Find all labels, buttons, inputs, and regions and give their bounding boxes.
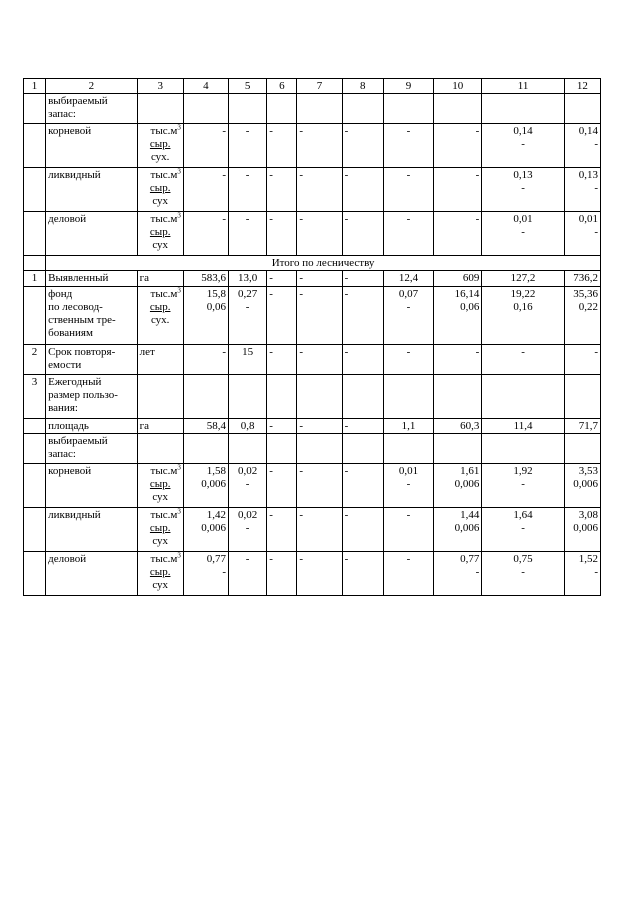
- unit-cell: [137, 552, 183, 596]
- value-cell: 0,77 -: [434, 552, 482, 596]
- unit-volume: [140, 169, 181, 182]
- value-cell: -: [297, 271, 342, 287]
- unit-raw: сыр.: [149, 566, 171, 578]
- value-cell: 35,36 0,22: [564, 287, 600, 345]
- unit-raw: сыр.: [149, 478, 171, 490]
- value-cell: 0,8: [229, 419, 267, 434]
- indicator-cell: выбираемый запас:: [46, 434, 137, 464]
- row-number-cell: [24, 124, 46, 168]
- row-number-cell: [24, 508, 46, 552]
- value-cell: -: [267, 552, 297, 596]
- unit-exponent: 3: [177, 551, 181, 560]
- unit-cell: лет: [137, 345, 183, 375]
- row-number-cell: 2: [24, 345, 46, 375]
- value-cell: [564, 94, 600, 124]
- value-cell: -: [434, 212, 482, 256]
- value-cell: [482, 375, 564, 419]
- value-cell: -: [297, 419, 342, 434]
- header-cell: 2: [46, 79, 137, 94]
- value-cell: 1,52 -: [564, 552, 600, 596]
- unit-raw: сыр.: [149, 226, 171, 238]
- row-number-cell: [24, 212, 46, 256]
- value-cell: [564, 375, 600, 419]
- section-title: Итого по лесничеству: [46, 256, 601, 271]
- value-cell: -: [383, 168, 433, 212]
- unit-raw: сыр.: [149, 301, 171, 313]
- unit-cell: [137, 212, 183, 256]
- header-cell: 1: [24, 79, 46, 94]
- value-cell: -: [383, 508, 433, 552]
- value-cell: [564, 434, 600, 464]
- unit-raw: сыр.: [149, 182, 171, 194]
- unit-cell: [137, 508, 183, 552]
- value-cell: -: [183, 124, 228, 168]
- section-row: [24, 256, 601, 271]
- value-cell: 0,75 -: [482, 552, 564, 596]
- value-cell: 0,02 -: [229, 508, 267, 552]
- value-cell: 583,6: [183, 271, 228, 287]
- value-cell: -: [383, 212, 433, 256]
- value-cell: [434, 94, 482, 124]
- table-row: [24, 508, 601, 552]
- unit-volume-text: тыс.м: [150, 509, 178, 521]
- value-cell: -: [383, 552, 433, 596]
- value-cell: 0,13 -: [564, 168, 600, 212]
- unit-volume: [140, 509, 181, 522]
- unit-volume: [140, 465, 181, 478]
- value-cell: -: [183, 212, 228, 256]
- row-number-cell: [24, 434, 46, 464]
- value-cell: [434, 434, 482, 464]
- value-cell: -: [297, 287, 342, 345]
- value-cell: -: [267, 419, 297, 434]
- value-cell: 19,22 0,16: [482, 287, 564, 345]
- value-cell: [482, 94, 564, 124]
- value-cell: [342, 94, 383, 124]
- value-cell: [383, 375, 433, 419]
- value-cell: 1,42 0,006: [183, 508, 228, 552]
- value-cell: [342, 434, 383, 464]
- value-cell: -: [297, 212, 342, 256]
- table-row: [24, 434, 601, 464]
- value-cell: -: [342, 287, 383, 345]
- table-row: [24, 168, 601, 212]
- table-row: [24, 552, 601, 596]
- value-cell: [267, 375, 297, 419]
- value-cell: 15,8 0,06: [183, 287, 228, 345]
- value-cell: 0,14 -: [482, 124, 564, 168]
- unit-cell: га: [137, 271, 183, 287]
- header-cell: 7: [297, 79, 342, 94]
- value-cell: 1,1: [383, 419, 433, 434]
- indicator-cell: выбираемый запас:: [46, 94, 137, 124]
- value-cell: 0,01 -: [564, 212, 600, 256]
- value-cell: -: [297, 124, 342, 168]
- unit-exponent: 3: [177, 463, 181, 472]
- value-cell: 736,2: [564, 271, 600, 287]
- row-number-cell: [24, 287, 46, 345]
- indicator-cell: деловой: [46, 552, 137, 596]
- value-cell: -: [482, 345, 564, 375]
- unit-dry: сух: [152, 491, 169, 503]
- value-cell: -: [183, 345, 228, 375]
- value-cell: -: [183, 168, 228, 212]
- value-cell: -: [297, 552, 342, 596]
- unit-exponent: 3: [177, 286, 181, 295]
- unit-raw: сыр.: [149, 138, 171, 150]
- header-cell: 3: [137, 79, 183, 94]
- value-cell: -: [229, 212, 267, 256]
- value-cell: [267, 434, 297, 464]
- table-row: [24, 419, 601, 434]
- unit-volume-text: тыс.м: [150, 288, 178, 300]
- unit-cell: [137, 124, 183, 168]
- value-cell: [297, 375, 342, 419]
- unit-cell: [137, 464, 183, 508]
- unit-volume-text: тыс.м: [150, 465, 178, 477]
- unit-exponent: 3: [177, 123, 181, 132]
- value-cell: [434, 375, 482, 419]
- table-row: [24, 94, 601, 124]
- value-cell: 609: [434, 271, 482, 287]
- value-cell: -: [383, 345, 433, 375]
- header-cell: 9: [383, 79, 433, 94]
- unit-cell: [137, 287, 183, 345]
- value-cell: -: [267, 124, 297, 168]
- value-cell: -: [342, 168, 383, 212]
- unit-cell: [137, 168, 183, 212]
- value-cell: -: [267, 464, 297, 508]
- value-cell: -: [342, 212, 383, 256]
- unit-volume-text: тыс.м: [150, 553, 178, 565]
- value-cell: [183, 434, 228, 464]
- value-cell: [183, 94, 228, 124]
- indicator-cell: деловой: [46, 212, 137, 256]
- value-cell: -: [267, 287, 297, 345]
- table-row: [24, 124, 601, 168]
- header-cell: 12: [564, 79, 600, 94]
- value-cell: -: [267, 212, 297, 256]
- header-row: [24, 79, 601, 94]
- row-number-cell: 1: [24, 271, 46, 287]
- unit-volume: [140, 213, 181, 226]
- header-cell: 5: [229, 79, 267, 94]
- header-cell: 11: [482, 79, 564, 94]
- value-cell: [229, 375, 267, 419]
- indicator-cell: Срок повторя- емости: [46, 345, 137, 375]
- value-cell: [267, 94, 297, 124]
- value-cell: 0,07 -: [383, 287, 433, 345]
- value-cell: -: [297, 508, 342, 552]
- unit-dry: сух.: [150, 314, 170, 326]
- unit-cell: [137, 434, 183, 464]
- row-number-cell: [24, 552, 46, 596]
- indicator-cell: фонд по лесовод- ственным тре- бованиям: [46, 287, 137, 345]
- value-cell: 3,08 0,006: [564, 508, 600, 552]
- value-cell: 60,3: [434, 419, 482, 434]
- value-cell: -: [434, 168, 482, 212]
- value-cell: 0,13 -: [482, 168, 564, 212]
- value-cell: 0,77 -: [183, 552, 228, 596]
- header-cell: 8: [342, 79, 383, 94]
- unit-cell: га: [137, 419, 183, 434]
- table-row: [24, 287, 601, 345]
- value-cell: 0,01 -: [482, 212, 564, 256]
- unit-cell: [137, 94, 183, 124]
- indicator-cell: Ежегодный размер пользо- вания:: [46, 375, 137, 419]
- unit-dry: сух: [152, 579, 169, 591]
- value-cell: -: [383, 124, 433, 168]
- unit-raw: сыр.: [149, 522, 171, 534]
- table-row: [24, 345, 601, 375]
- value-cell: -: [267, 508, 297, 552]
- value-cell: 1,61 0,006: [434, 464, 482, 508]
- unit-volume-text: тыс.м: [150, 169, 178, 181]
- value-cell: -: [229, 124, 267, 168]
- table-row: [24, 212, 601, 256]
- unit-dry: сух: [152, 195, 169, 207]
- indicator-cell: площадь: [46, 419, 137, 434]
- unit-volume-text: тыс.м: [150, 213, 178, 225]
- row-number-cell: [24, 94, 46, 124]
- value-cell: 127,2: [482, 271, 564, 287]
- value-cell: -: [229, 168, 267, 212]
- value-cell: 12,4: [383, 271, 433, 287]
- value-cell: -: [297, 168, 342, 212]
- section-spacer-cell: [24, 256, 46, 271]
- table-row: [24, 375, 601, 419]
- value-cell: 1,64 -: [482, 508, 564, 552]
- unit-volume: [140, 125, 181, 138]
- indicator-cell: ликвидный: [46, 508, 137, 552]
- table-row: [24, 464, 601, 508]
- value-cell: 71,7: [564, 419, 600, 434]
- value-cell: 15: [229, 345, 267, 375]
- value-cell: 0,02 -: [229, 464, 267, 508]
- value-cell: 3,53 0,006: [564, 464, 600, 508]
- unit-dry: сух.: [150, 151, 170, 163]
- value-cell: [383, 94, 433, 124]
- value-cell: [297, 434, 342, 464]
- value-cell: -: [297, 345, 342, 375]
- indicator-cell: корневой: [46, 464, 137, 508]
- value-cell: [229, 94, 267, 124]
- row-number-cell: [24, 464, 46, 508]
- unit-cell: [137, 375, 183, 419]
- value-cell: 16,14 0,06: [434, 287, 482, 345]
- forestry-table: [23, 78, 601, 596]
- value-cell: 0,01 -: [383, 464, 433, 508]
- unit-dry: сух: [152, 239, 169, 251]
- value-cell: 58,4: [183, 419, 228, 434]
- value-cell: -: [297, 464, 342, 508]
- table-row: [24, 271, 601, 287]
- value-cell: 13,0: [229, 271, 267, 287]
- value-cell: 0,27 -: [229, 287, 267, 345]
- unit-volume-text: тыс.м: [150, 125, 178, 137]
- unit-volume: [140, 288, 181, 301]
- header-cell: 6: [267, 79, 297, 94]
- value-cell: [229, 434, 267, 464]
- header-cell: 10: [434, 79, 482, 94]
- value-cell: -: [267, 345, 297, 375]
- value-cell: 1,44 0,006: [434, 508, 482, 552]
- unit-volume: [140, 553, 181, 566]
- indicator-cell: корневой: [46, 124, 137, 168]
- unit-exponent: 3: [177, 507, 181, 516]
- unit-exponent: 3: [177, 211, 181, 220]
- value-cell: 11,4: [482, 419, 564, 434]
- value-cell: -: [229, 552, 267, 596]
- indicator-cell: Выявленный: [46, 271, 137, 287]
- value-cell: [482, 434, 564, 464]
- value-cell: -: [342, 345, 383, 375]
- header-cell: 4: [183, 79, 228, 94]
- value-cell: -: [342, 419, 383, 434]
- value-cell: -: [434, 345, 482, 375]
- value-cell: -: [267, 168, 297, 212]
- value-cell: [342, 375, 383, 419]
- unit-dry: сух: [152, 535, 169, 547]
- row-number-cell: [24, 419, 46, 434]
- row-number-cell: 3: [24, 375, 46, 419]
- value-cell: -: [342, 552, 383, 596]
- value-cell: [383, 434, 433, 464]
- value-cell: -: [342, 271, 383, 287]
- value-cell: -: [564, 345, 600, 375]
- value-cell: -: [342, 464, 383, 508]
- value-cell: -: [267, 271, 297, 287]
- value-cell: 1,92 -: [482, 464, 564, 508]
- value-cell: 1,58 0,006: [183, 464, 228, 508]
- unit-exponent: 3: [177, 167, 181, 176]
- row-number-cell: [24, 168, 46, 212]
- value-cell: [183, 375, 228, 419]
- value-cell: [297, 94, 342, 124]
- value-cell: -: [342, 508, 383, 552]
- indicator-cell: ликвидный: [46, 168, 137, 212]
- value-cell: 0,14 -: [564, 124, 600, 168]
- value-cell: -: [342, 124, 383, 168]
- value-cell: -: [434, 124, 482, 168]
